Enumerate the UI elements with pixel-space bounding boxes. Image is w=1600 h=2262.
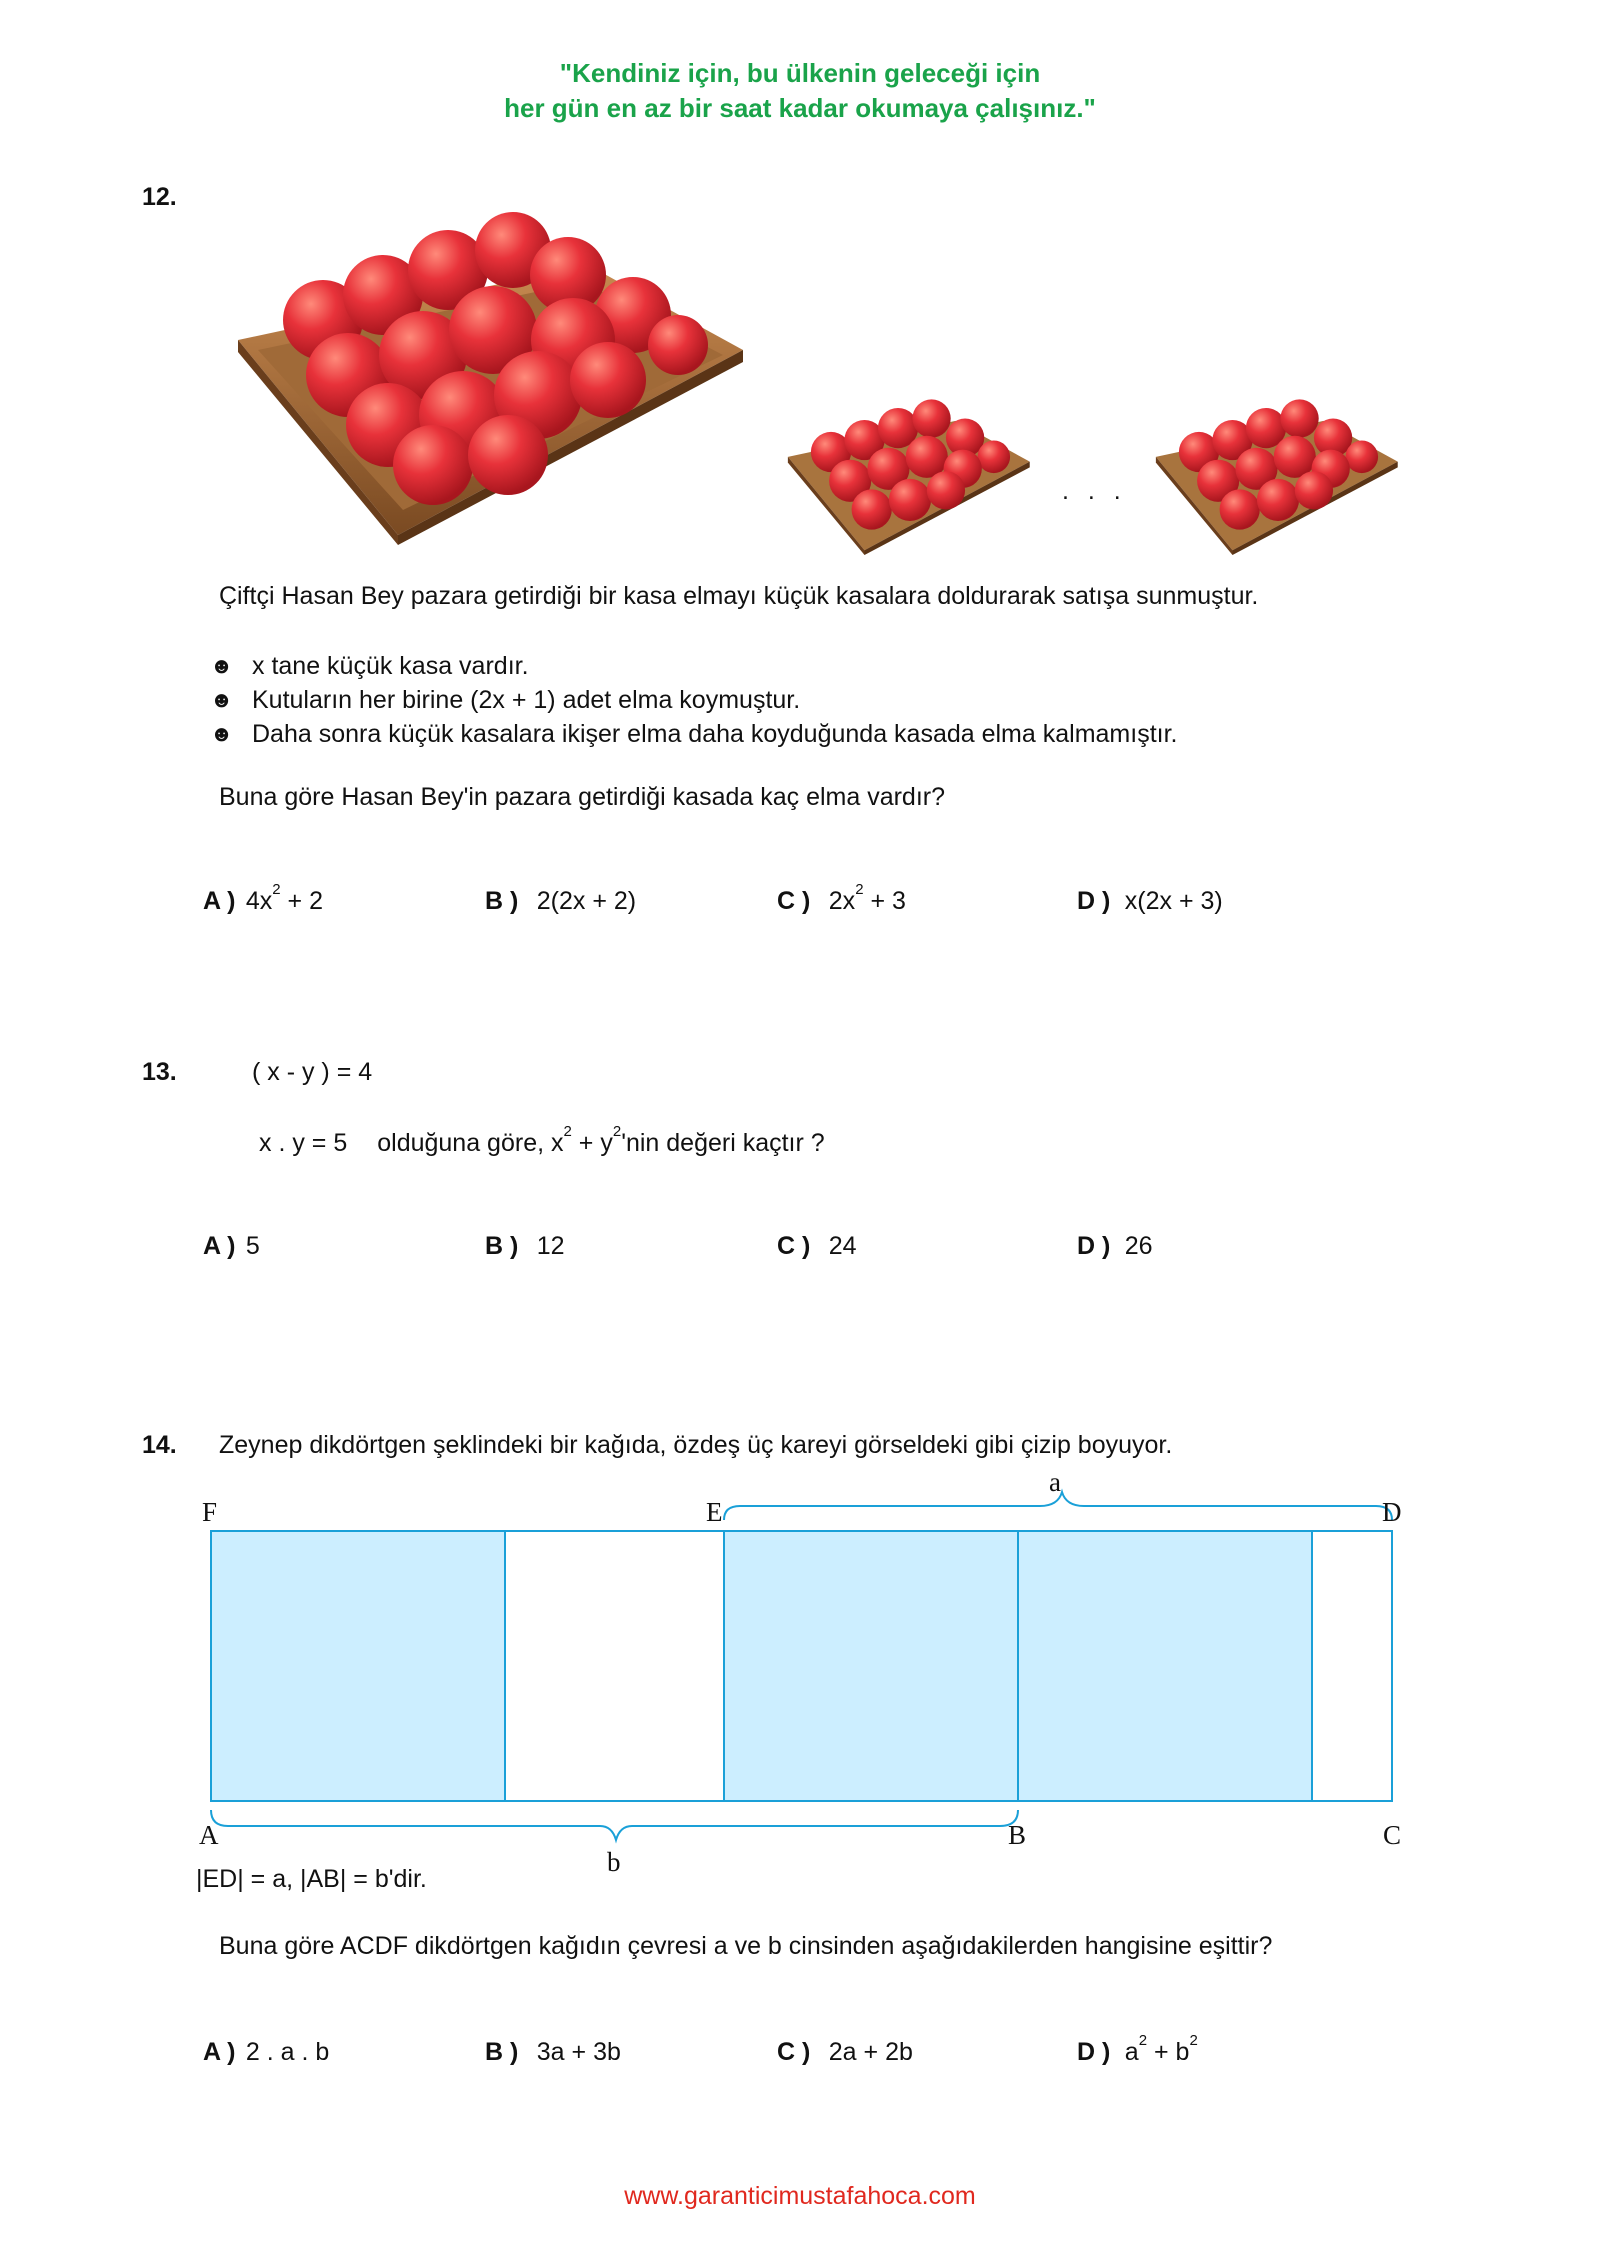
small-apple-crate-image-2 [1153,385,1403,555]
question-number-14: 14. [142,1431,177,1459]
question-number-12: 12. [142,183,177,211]
header-quote-line2: her gün en az bir saat kadar okumaya çalışınız." [504,93,1096,123]
footer-website-link[interactable]: www.garanticimustafahoca.com [624,2182,976,2210]
q13-equation-2: x . y = 5 olduğuna göre, $x^2 + y^2'nin$ değeri kaçtır ? [259,1123,825,1157]
q13-equation-1: ( x - y ) = 4 [252,1058,373,1086]
small-apple-crate-image-1 [785,385,1035,555]
smiley-bullet-icon: ☻ [210,653,234,678]
point-label-d: D [1382,1497,1402,1527]
q13-option-b[interactable]: B ) 12 [485,1232,565,1260]
ellipsis: . . . [1062,477,1127,505]
q13-option-a[interactable]: A ) 5 [203,1232,260,1260]
q14-option-a[interactable]: A ) 2 . a . b [203,2038,330,2066]
q13-option-c[interactable]: C ) 24 [777,1232,857,1260]
point-label-c: C [1383,1820,1402,1850]
brace-label-a: a [1049,1467,1061,1497]
point-label-e: E [706,1497,723,1527]
shaded-square-1 [211,1531,505,1801]
shaded-square-3 [1018,1531,1312,1801]
brace-label-b: b [607,1847,621,1877]
list-item: ☻ x tane küçük kasa vardır. [210,651,529,680]
q14-option-d[interactable]: D ) $a^2 + b^2$ [1077,2032,1198,2066]
list-item: ☻ Daha sonra küçük kasalara ikişer elma daha koyduğunda kasada elma kalmamıştır. [210,719,1178,748]
list-item: ☻ Kutuların her birine (2x + 1) adet elma koymuştur. [210,685,801,714]
q12-option-c[interactable]: C ) $2x^2 + 3$ [777,881,906,915]
rectangle-squares-diagram [0,1460,1600,1880]
point-label-f: F [202,1497,218,1527]
point-label-b: B [1008,1820,1027,1850]
shaded-square-2 [724,1531,1018,1801]
q12-bullet-list [210,649,1177,751]
q13-option-d[interactable]: D ) 26 [1077,1232,1153,1260]
q14-given: |ED| = a, |AB| = b'dir. [196,1865,427,1893]
smiley-bullet-icon: ☻ [210,687,234,712]
q12-option-b[interactable]: B ) 2(2x + 2) [485,887,637,915]
q12-option-d[interactable]: D ) x(2x + 3) [1077,887,1223,915]
smiley-bullet-icon: ☻ [210,721,234,746]
large-apple-crate-image [238,190,748,545]
q14-intro: Zeynep dikdörtgen şeklindeki bir kağıda, özdeş üç kareyi görseldeki gibi çizip boyuyor. [219,1431,1173,1459]
q12-intro: Çiftçi Hasan Bey pazara getirdiği bir kasa elmayı küçük kasalara doldurarak satışa sunmuştur. [219,582,1259,610]
q12-question: Buna göre Hasan Bey'in pazara getirdiği kasada kaç elma vardır? [219,783,946,811]
q14-question: Buna göre ACDF dikdörtgen kağıdın çevresi a ve b cinsinden aşağıdakilerden hangisine eşittir? [219,1932,1273,1960]
q12-option-a[interactable]: A ) $4x^2 + 2$ [203,881,324,915]
q14-option-c[interactable]: C ) 2a + 2b [777,2038,913,2066]
brace-b [211,1810,1018,1840]
question-number-13: 13. [142,1058,177,1086]
header-quote-line1: "Kendiniz için, bu ülkenin geleceği için [559,58,1041,88]
point-label-a: A [199,1820,219,1850]
q14-option-b[interactable]: B ) 3a + 3b [485,2038,621,2066]
